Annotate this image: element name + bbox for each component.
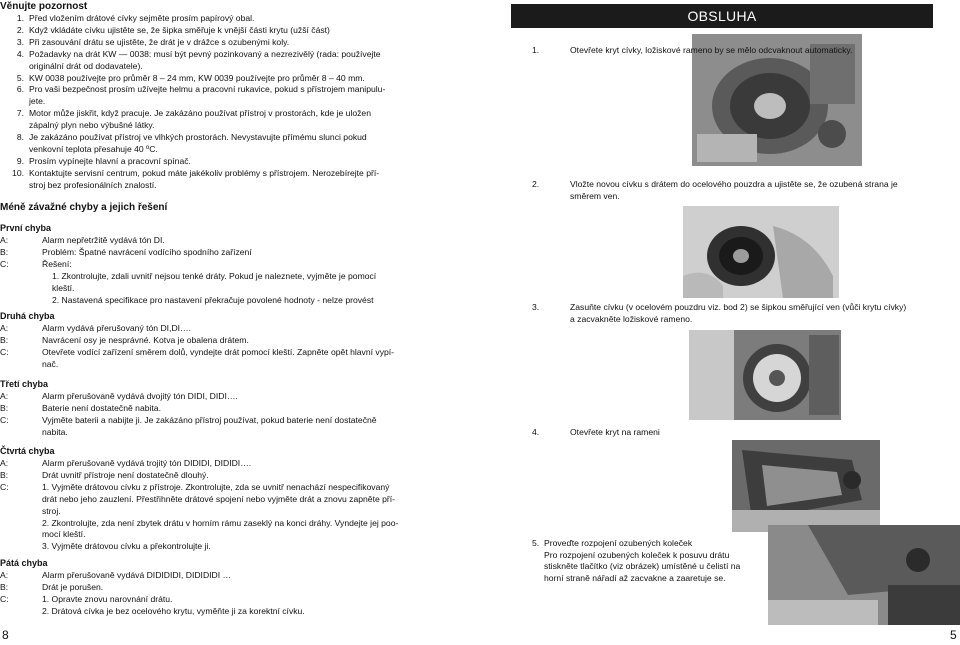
fault-row-value: Vyjměte baterii a nabijte ji. Je zakázáno přístroj používat, pokud baterie není dostatečně	[42, 414, 377, 425]
fault-title: Třetí chyba	[0, 379, 49, 389]
fault-row-value: Otevřete vodící zařízení směrem dolů, vyndejte drát pomocí kleští. Zapněte opět hlavní vypí-	[42, 346, 395, 357]
attention-item-number: 8.	[16, 132, 24, 142]
fault-row-value: Problém: Špatné navrácení vodícího spodního zařízení	[42, 246, 252, 257]
attention-item-number: 4.	[16, 48, 24, 59]
fault-row-key: B:	[0, 246, 9, 257]
attention-item-text: Kontaktujte servisní centrum, pokud máte jakékoliv problémy s přístrojem. Nerozebírejte pří-	[29, 167, 380, 178]
fault-row-key: A:	[0, 458, 9, 468]
fault-row-key: A:	[0, 391, 9, 401]
attention-item-text: stroj bez profesionálních znalostí.	[29, 179, 157, 190]
operation-step-line: Vložte novou cívku s drátem do ocelového pouzdra a ujistěte se, že ozubená strana je	[570, 179, 898, 189]
fault-row-value: Baterie není dostatečně nabita.	[42, 402, 161, 413]
fault-row-key: C:	[0, 346, 9, 357]
attention-item-text: Pro vaši bezpečnost prosím užívejte helmu a pracovní rukavice, pokud s přístrojem manipulu-	[29, 84, 386, 95]
fault-row-value: Řešení:	[42, 258, 72, 269]
fault-row-key: A:	[0, 235, 9, 245]
page-number-right: 5	[950, 628, 957, 642]
attention-item-text: Požadavky na drát KW — 0038: musí být pevný pozinkovaný a nezrezivělý (rada: používejte	[29, 48, 381, 59]
photo-insert-reel	[683, 206, 839, 298]
attention-item-number: 7.	[16, 108, 24, 119]
fault-row-key: B:	[0, 402, 9, 413]
fault-row-key: B:	[0, 469, 9, 480]
attention-item-text: Prosím vypínejte hlavní a pracovní spínač.	[29, 155, 191, 166]
fault-row-key: B:	[0, 581, 9, 592]
fault-row-key: C:	[0, 481, 9, 492]
fault-title: Druhá chyba	[0, 311, 55, 321]
fault-row-value: Alarm přerušovaně vydává trojitý tón DIDIDI, DIDIDI….	[42, 458, 252, 468]
attention-item-number: 3.	[16, 36, 24, 47]
fault-row-value: drát nebo jeho zauzlení. Přestřihněte drátové spojení nebo vyjměte drát a znovu zapněte pří-	[42, 493, 396, 504]
attention-item-text: KW 0038 používejte pro průměr 8 – 24 mm, KW 0039 používejte pro průměr 8 – 40 mm.	[29, 72, 365, 83]
attention-item-text: Když vkládáte cívku ujistěte se, že šipka směřuje k vnější části krytu (užší část)	[29, 24, 330, 35]
operation-step-line: Pro rozpojení ozubených koleček k posuvu drátu	[544, 549, 730, 560]
attention-item-text: jete.	[29, 96, 46, 107]
attention-item-text: originální drát od dodavatele).	[29, 60, 143, 71]
fault-row-value: Drát je porušen.	[42, 581, 104, 592]
attention-item-number: 1.	[16, 13, 24, 23]
attention-item-text: zápalný plyn nebo výbušné látky.	[29, 120, 155, 131]
section-banner: OBSLUHA	[511, 4, 933, 28]
fault-row-key: A:	[0, 570, 9, 580]
fault-row-key: C:	[0, 414, 9, 425]
operation-step-number: 1.	[532, 45, 540, 55]
right-page	[480, 0, 960, 645]
attention-item-number: 6.	[16, 84, 24, 95]
fault-row-value: 1. Opravte znovu narovnání drátu.	[42, 593, 173, 604]
fault-row-value: Alarm přerušovaně vydává DIDIDIDI, DIDIDIDI …	[42, 570, 232, 580]
fault-row-value: nač.	[42, 358, 59, 369]
fault-row-key: B:	[0, 334, 9, 345]
fault-row-key: C:	[0, 258, 9, 269]
fault-row-key: A:	[0, 323, 9, 333]
fault-title: Pátá chyba	[0, 558, 48, 568]
fault-row-value: stroj.	[42, 505, 61, 516]
fault-title: Čtvrtá chyba	[0, 446, 55, 456]
fault-row-value: 1. Vyjměte drátovou cívku z přístroje. Zkontrolujte, zda se uvnitř nenachází nespecifikovaný	[42, 481, 390, 492]
fault-row-value: kleští.	[52, 282, 75, 293]
fault-row-value: Alarm přerušovaně vydává dvojitý tón DIDI, DIDI….	[42, 391, 238, 401]
attention-heading: Věnujte pozornost	[0, 1, 88, 12]
fault-row-value: Navrácení osy je nesprávné. Kotva je obalena drátem.	[42, 334, 249, 345]
page-number-left: 8	[2, 628, 9, 642]
operation-step-line: horní straně nářadí až zacvakne a zaaretuje se.	[544, 572, 726, 583]
fault-row-value: 2. Zkontrolujte, zda není zbytek drátu v horním rámu zaseklý na konci dráhy. Vyndejte jej poo-	[42, 517, 399, 528]
photo-gear-release	[768, 525, 960, 625]
attention-item-text: venkovní teplota přesahuje 40 ºC.	[29, 143, 158, 154]
fault-row-value: mocí kleští.	[42, 529, 86, 540]
operation-step-line: Proveďte rozpojení ozubených koleček	[544, 538, 693, 548]
fault-row-value: nabita.	[42, 426, 68, 437]
operation-step-line: směrem ven.	[570, 190, 620, 201]
fault-row-value: 2. Nastavená specifikace pro nastavení překračuje povolené hodnoty - nelze provést	[52, 294, 374, 305]
fault-row-value: 1. Zkontrolujte, zdali uvnitř nejsou tenké dráty. Pokud je naleznete, vyjměte je pomocí	[52, 270, 377, 281]
operation-step-number: 2.	[532, 179, 540, 189]
faults-heading: Méně závažné chyby a jejich řešení	[0, 202, 168, 213]
fault-row-value: Alarm vydává přerušovaný tón DI,DI….	[42, 323, 192, 333]
attention-item-text: Při zasouvání drátu se ujistěte, že drát je v drážce s ozubenými koly.	[29, 36, 290, 47]
attention-item-number: 9.	[16, 155, 24, 166]
photo-reel-in-housing	[689, 330, 841, 420]
operation-step-line: Zasuňte cívku (v ocelovém pouzdru viz. bod 2) se šipkou směřující ven (vůči krytu cívky)	[570, 302, 907, 312]
operation-step-number: 3.	[532, 302, 540, 312]
operation-step-number: 4.	[532, 427, 540, 437]
attention-item-text: Je zakázáno používat přístroj ve vlhkých prostorách. Nevystavujte přímému slunci pokud	[29, 132, 367, 142]
fault-row-value: Alarm nepřetržitě vydává tón DI.	[42, 235, 165, 245]
operation-step-line: stiskněte tlačítko (viz obrázek) umístěné u čelistí na	[544, 561, 741, 571]
attention-item-number: 10.	[12, 167, 24, 178]
operation-step-line: a zacvakněte ložiskové rameno.	[570, 313, 693, 324]
attention-item-number: 5.	[16, 72, 24, 83]
operation-step-line: Otevřete kryt na rameni	[570, 427, 660, 437]
fault-title: První chyba	[0, 223, 52, 233]
operation-step-line: Otevřete kryt cívky, ložiskové rameno by se mělo odcvaknout automaticky.	[570, 45, 853, 55]
fault-row-key: C:	[0, 593, 9, 604]
operation-step-number: 5.	[532, 538, 540, 548]
attention-item-text: Motor může jiskřit, když pracuje. Je zakázáno používat přístroj v prostorách, kde je uložen	[29, 108, 371, 119]
photo-arm-cover	[732, 440, 880, 532]
fault-row-value: 2. Drátová cívka je bez ocelového krytu, vyměňte ji za korektní cívku.	[42, 605, 305, 616]
fault-row-value: Drát uvnitř přístroje není dostatečně dlouhý.	[42, 469, 209, 480]
attention-item-text: Před vložením drátové cívky sejměte prosím papírový obal.	[29, 13, 255, 23]
fault-row-value: 3. Vyjměte drátovou cívku a překontrolujte ji.	[42, 541, 211, 552]
attention-item-number: 2.	[16, 24, 24, 35]
